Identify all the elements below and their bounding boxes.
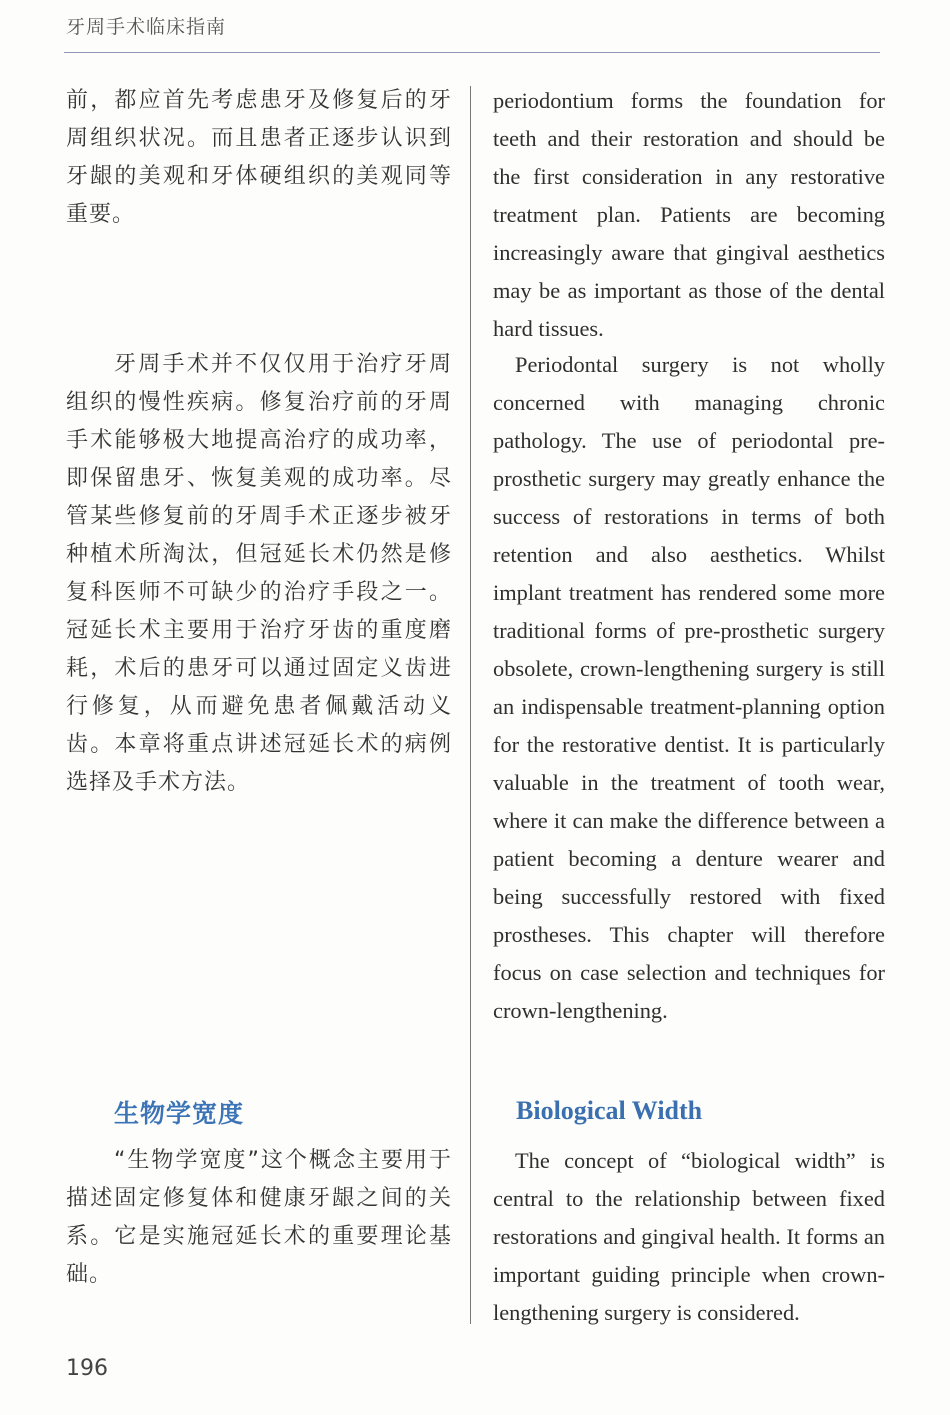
header-rule: [64, 52, 880, 53]
en-paragraph-3: The concept of “biological width” is central to the relationship between fixed restorations and gingival health. It forms an important guiding principle when crown-lengthening surgery is considered.: [493, 1148, 885, 1325]
running-header: 牙周手术临床指南: [66, 16, 227, 38]
page-number: 196: [66, 1356, 108, 1381]
column-divider: [470, 86, 471, 1324]
zh-paragraph-1: 前，都应首先考虑患牙及修复后的牙周组织状况。而且患者正逐步认识到牙龈的美观和牙体硬组织的美观同等重要。: [66, 88, 452, 227]
zh-paragraph-3: “生物学宽度”这个概念主要用于描述固定修复体和健康牙龈之间的关系。它是实施冠延长术的重要理论基础。: [66, 1148, 452, 1287]
en-paragraph-1: periodontium forms the foundation for teeth and their restoration and should be the first consideration in any restorative treatment plan. Patients are becoming increasingly aware that gingival aesthetics may be as important as those of the dental hard tissues.: [493, 88, 885, 341]
en-section-heading: Biological Width: [516, 1096, 703, 1125]
en-paragraph-2: Periodontal surgery is not wholly concerned with managing chronic pathology. The use of periodontal pre-prosthetic surgery may greatly enhance the success of restorations in terms of both retention and also aesthetics. Whilst implant treatment has rendered some more traditional forms of pre-prosthetic surgery obsolete, crown-lengthening surgery is still an indispensable treatment-planning option for the restorative dentist. It is particularly valuable in the treatment of tooth wear, where it can make the difference between a patient becoming a denture wearer and being successfully restored with fixed prostheses. This chapter will therefore focus on case selection and techniques for crown-lengthening.: [493, 352, 885, 1023]
zh-paragraph-2: 牙周手术并不仅仅用于治疗牙周组织的慢性疾病。修复治疗前的牙周手术能够极大地提高治疗的成功率，即保留患牙、恢复美观的成功率。尽管某些修复前的牙周手术正逐步被牙种植术所淘汰，但冠延长术仍然是修复科医师不可缺少的治疗手段之一。冠延长术主要用于治疗牙齿的重度磨耗，术后的患牙可以通过固定义齿进行修复，从而避免患者佩戴活动义齿。本章将重点讲述冠延长术的病例选择及手术方法。: [66, 352, 452, 795]
zh-section-heading: 生物学宽度: [114, 1099, 245, 1128]
